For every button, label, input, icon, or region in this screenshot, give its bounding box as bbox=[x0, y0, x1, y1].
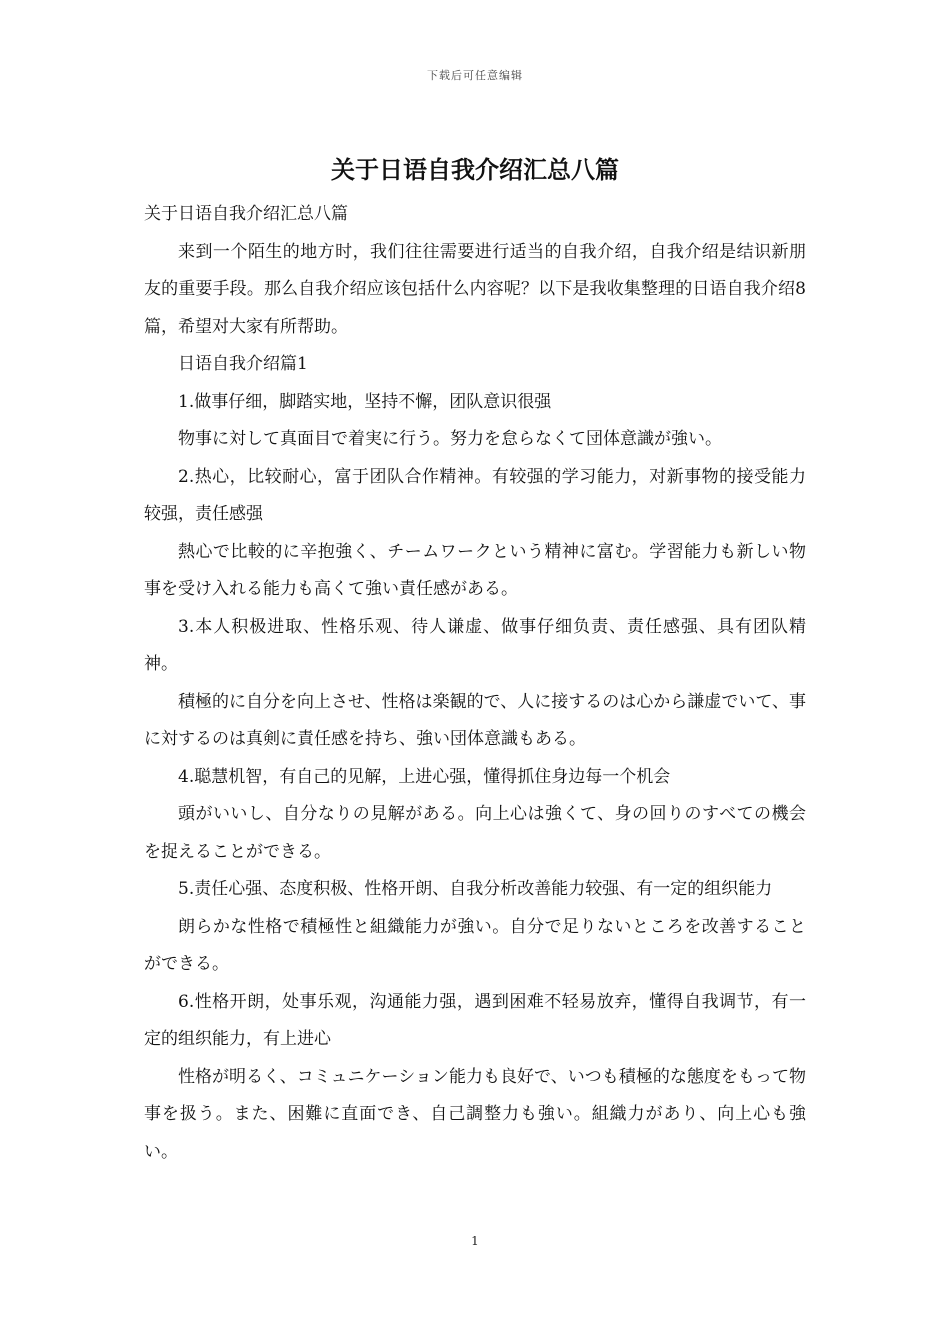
document-title: 关于日语自我介绍汇总八篇 bbox=[331, 155, 619, 184]
list-item: 3.本人积极进取、性格乐观、待人谦虚、做事仔细负责、责任感强、具有团队精神。 bbox=[144, 616, 806, 674]
paragraph: 物事に対して真面目で着実に行う。努力を怠らなくて団体意識が強い。 bbox=[178, 429, 722, 449]
paragraph: 性格が明るく、コミュニケーション能力も良好で、いつも積極的な態度をもって物事を扱う。また、困難に直面でき、自己調整力も強い。組織力があり、向上心も強い。 bbox=[144, 1066, 806, 1162]
page-header-note: 下载后可任意编辑 bbox=[427, 69, 523, 82]
list-item: 6.性格开朗，处事乐观，沟通能力强，遇到困难不轻易放弃，懂得自我调节，有一定的组织能力，有上进心 bbox=[144, 991, 806, 1049]
list-item: 5.责任心强、态度积极、性格开朗、自我分析改善能力较强、有一定的组织能力 bbox=[178, 879, 773, 899]
paragraph: 積極的に自分を向上させ、性格は楽観的で、人に接するのは心から謙虚でいて、事に対するのは真剣に責任感を持ち、強い団体意識もある。 bbox=[144, 691, 806, 749]
list-item: 1.做事仔细，脚踏实地，坚持不懈，团队意识很强 bbox=[178, 391, 552, 412]
list-item: 2.热心，比较耐心，富于团队合作精神。有较强的学习能力，对新事物的接受能力较强，责任感强 bbox=[144, 466, 806, 524]
list-item: 4.聪慧机智，有自己的见解，上进心强，懂得抓住身边每一个机会 bbox=[178, 766, 671, 787]
section-heading: 日语自我介绍篇1 bbox=[178, 354, 308, 374]
paragraph: 朗らかな性格で積極性と組織能力が強い。自分で足りないところを改善することができる。 bbox=[144, 916, 806, 974]
page-number: 1 bbox=[471, 1234, 479, 1248]
paragraph: 来到一个陌生的地方时，我们往往需要进行适当的自我介绍，自我介绍是结识新朋友的重要手段。那么自我介绍应该包括什么内容呢？以下是我收集整理的日语自我介绍8篇，希望对大家有所帮助。 bbox=[144, 241, 806, 337]
paragraph: 頭がいいし、自分なりの見解がある。向上心は強くて、身の回りのすべての機会を捉えることができる。 bbox=[144, 804, 806, 862]
paragraph: 熱心で比較的に辛抱強く、チームワークという精神に富む。学習能力も新しい物事を受け入れる能力も高くて強い責任感がある。 bbox=[144, 541, 806, 599]
paragraph: 关于日语自我介绍汇总八篇 bbox=[144, 204, 348, 224]
document-body bbox=[144, 196, 806, 1171]
